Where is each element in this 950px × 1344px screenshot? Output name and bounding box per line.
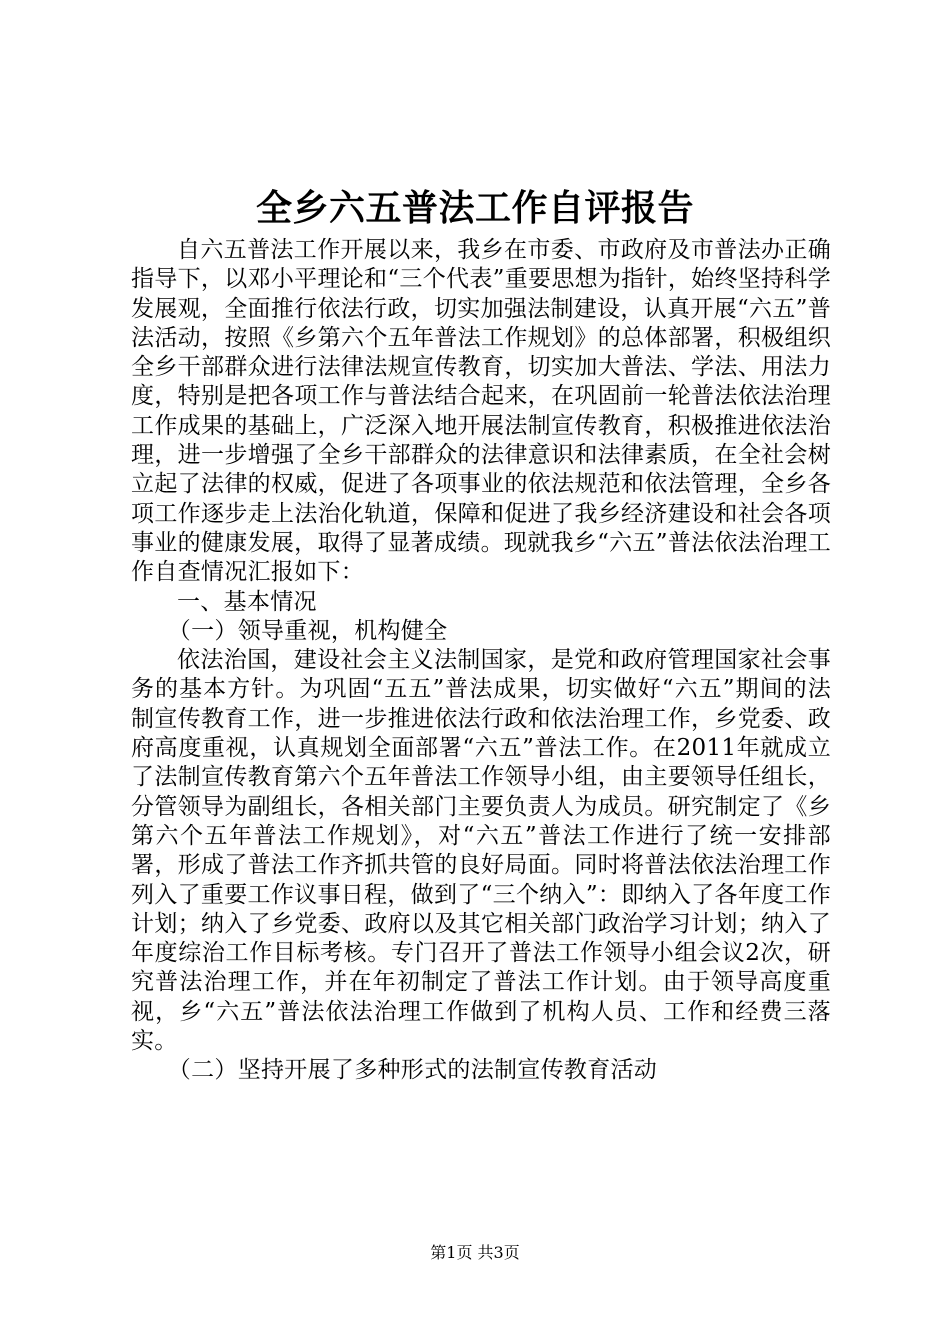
subsection-heading-education-activities: （二）坚持开展了多种形式的法制宣传教育活动 — [167, 1057, 658, 1084]
document-body — [131, 236, 831, 1086]
document-title: 全乡六五普法工作自评报告 — [255, 187, 694, 229]
page-footer: 第1页 共3页 — [430, 1243, 520, 1262]
intro-paragraph: 自六五普法工作开展以来，我乡在市委、市政府及市普法办正确指导下，以邓小平理论和“三个代表”重要思想为指针，始终坚持科学发展观，全面推行依法行政，切实加强法制建设，认真开展“六五”普法活动，按照《乡第六个五年普法工作规划》的总体部署，积极组织全乡干部群众进行法律法规宣传教育，切实加大普法、学法、用法力度，特别是把各项工作与普法结合起来，在巩固前一轮普法依法治理工作成果的基础上，广泛深入地开展法制宣传教育，积极推进依法治理，进一步增强了全乡干部群众的法律意识和法律素质，在全社会树立起了法律的权威，促进了各项事业的依法规范和依法管理，全乡各项工作逐步走上法治化轨道，保障和促进了我乡经济建设和社会各项事业的健康发展，取得了显著成绩。现就我乡“六五”普法依法治理工作自查情况汇报如下： — [131, 237, 831, 586]
leadership-paragraph: 依法治国，建设社会主义法制国家，是党和政府管理国家社会事务的基本方针。为巩固“五五”普法成果，切实做好“六五”期间的法制宣传教育工作，进一步推进依法行政和依法治理工作，乡党委、政府高度重视，认真规划全面部署“六五”普法工作。在2011年就成立了法制宣传教育第六个五年普法工作领导小组，由主要领导任组长，分管领导为副组长，各相关部门主要负责人为成员。研究制定了《乡第六个五年普法工作规划》，对“六五”普法工作进行了统一安排部署，形成了普法工作齐抓共管的良好局面。同时将普法依法治理工作列入了重要工作议事日程，做到了“三个纳入”：即纳入了各年度工作计划；纳入了乡党委、政府以及其它相关部门政治学习计划；纳入了年度综治工作目标考核。专门召开了普法工作领导小组会议2次，研究普法治理工作，并在年初制定了普法工作计划。由于领导高度重视，乡“六五”普法依法治理工作做到了机构人员、工作和经费三落实。 — [131, 647, 831, 1055]
section-heading-basic-situation: 一、基本情况 — [177, 588, 317, 615]
subsection-heading-leadership: （一）领导重视，机构健全 — [167, 617, 448, 644]
